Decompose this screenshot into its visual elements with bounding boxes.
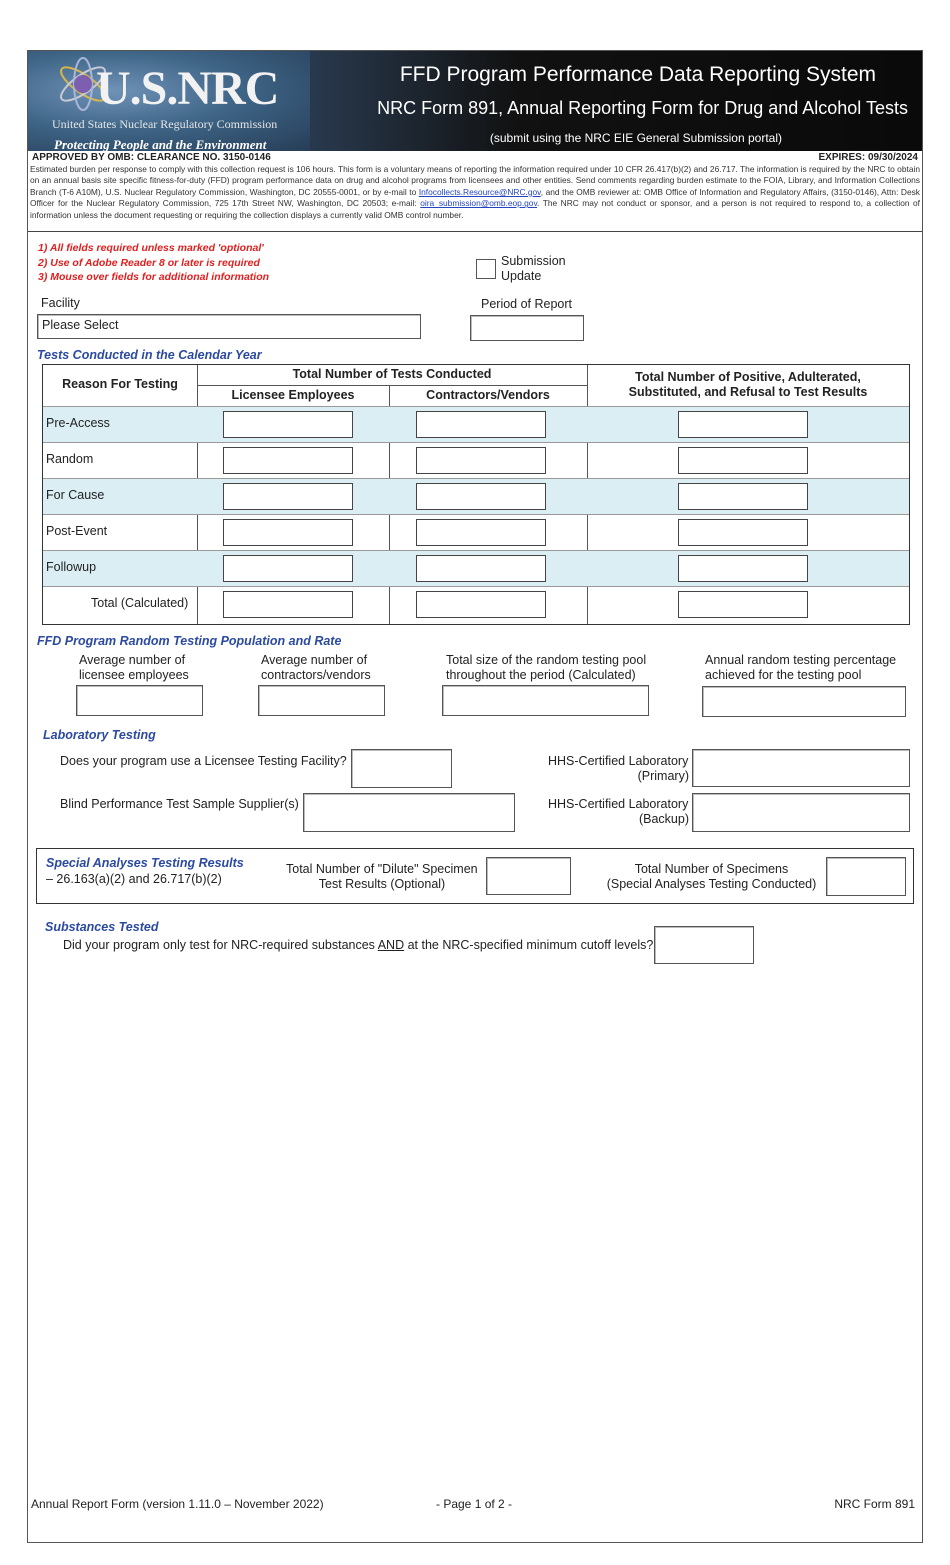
instruction-2: 2) Use of Adobe Reader 8 or later is required [38,257,260,269]
table-row-followup [43,550,909,586]
avg-licensee-label-2: licensee employees [79,668,189,682]
avg-licensee-input[interactable] [76,685,203,716]
pct-input[interactable] [702,686,906,717]
logo-subtitle: United States Nuclear Regulatory Commission [52,117,278,131]
dilute-label-2: Test Results (Optional) [318,877,446,891]
update-label: Update [501,269,542,283]
post-event-licensee-input[interactable] [223,519,353,546]
header-divider [197,385,587,386]
substances-select[interactable] [654,926,754,964]
total-positive-field [678,591,808,618]
submission-update-checkbox[interactable] [476,259,496,279]
contractors-header: Contractors/Vendors [426,388,550,402]
for-cause-licensee-input[interactable] [223,483,353,510]
hhs-primary-label-1: HHS-Certified Laboratory [548,754,689,768]
lab-section-title: Laboratory Testing [43,728,156,742]
licensee-facility-select[interactable] [351,749,452,788]
random-licensee-input[interactable] [223,447,353,474]
substances-question [63,938,653,952]
pct-label-1: Annual random testing percentage [705,653,897,667]
avg-contractors-label-2: contractors/vendors [261,668,371,682]
question-and: AND [377,938,405,952]
reason-header: Reason For Testing [62,377,178,391]
followup-contractors-input[interactable] [416,555,546,582]
row-label: Total (Calculated) [91,596,189,610]
row-label: For Cause [46,488,105,502]
specimens-label-1: Total Number of Specimens [634,862,789,876]
blind-supplier-label: Blind Performance Test Sample Supplier(s) [60,797,299,811]
special-analyses-panel [36,848,914,904]
logo-motto: Protecting People and the Environment [54,137,267,152]
table-row-total [43,586,909,624]
dilute-input[interactable] [486,857,571,895]
hhs-primary-label-2: (Primary) [637,769,689,783]
footer-version: Annual Report Form (version 1.11.0 – November 2022) [31,1497,324,1511]
avg-contractors-input[interactable] [258,685,385,716]
table-row-for-cause [43,478,909,514]
form-title: NRC Form 891, Annual Reporting Form for Drug and Alcohol Tests [377,98,908,118]
burden-text-2: , and the OMB reviewer at: OMB Office of Information and Regulatory Affairs, (3150-0146), Attn: Desk Officer for the Nuclear Regulatory Commission, 725 17th Street NW, Washington, DC 20503; e-mail: [30,186,920,209]
pool-label-2: throughout the period (Calculated) [446,668,636,682]
row-label: Random [46,452,94,466]
nrc-logo [28,51,310,151]
for-cause-contractors-input[interactable] [416,483,546,510]
submit-note: (submit using the NRC EIE General Submission portal) [489,131,782,145]
followup-licensee-input[interactable] [223,555,353,582]
licensee-facility-label: Does your program use a Licensee Testing Facility? [60,754,347,768]
omb-expiration: EXPIRES: 09/30/2024 [818,152,918,163]
avg-licensee-label-1: Average number of [79,653,186,667]
omb-approval: APPROVED BY OMB: CLEARANCE NO. 3150-0146 [32,152,271,163]
row-label: Followup [46,560,97,574]
total-tests-header: Total Number of Tests Conducted [292,367,492,381]
system-title: FFD Program Performance Data Reporting System [399,63,876,86]
pre-access-licensee-input[interactable] [223,411,353,438]
special-section-title: Special Analyses Testing Results [46,856,244,870]
table-row-pre-access [43,406,909,442]
burden-text-3: . The NRC may not conduct or sponsor, and a person is not required to respond to, a collection of information unless the document requesting or requiring the collection displays a currently valid OMB control number. [30,198,920,220]
post-event-positive-input[interactable] [678,519,808,546]
dilute-label-1: Total Number of "Dilute" Specimen [286,862,478,876]
post-event-contractors-input[interactable] [416,519,546,546]
facility-select[interactable]: Please Select [37,314,421,339]
blind-supplier-select[interactable] [303,793,515,832]
hhs-primary-select[interactable] [692,749,910,787]
special-citation: – 26.163(a)(2) and 26.717(b)(2) [46,872,222,886]
table-row-post-event [43,514,909,550]
tests-section-title: Tests Conducted in the Calendar Year [37,348,262,362]
for-cause-positive-input[interactable] [678,483,808,510]
table-row-random [43,442,909,478]
form-page [27,50,923,1543]
burden-statement [30,164,920,221]
hhs-backup-select[interactable] [692,793,910,832]
row-label: Pre-Access [46,416,110,430]
avg-contractors-label-1: Average number of [261,653,368,667]
total-licensee-field [223,591,353,618]
burden-text-1: Estimated burden per response to comply with this collection request is 106 hours. This form is a voluntary means of reporting the information required under 10 CFR 26.417(b)(2) and 26.717. The information is required by the NRC to obtain on an annual basis site specific fitness-for-duty (FFD) program performance data on drug and alcohol programs from licensees and other entities. Send comments regarding burden estimate to the FOIA, Library, and Information Collections Branch (T-6 A10M), U.S. Nuclear Regulatory Commission, Washington, DC 20555-0001, or by e-mail to [30,164,920,197]
period-input[interactable] [470,315,584,341]
footer-page: - Page 1 of 2 - [436,1497,513,1511]
pre-access-positive-input[interactable] [678,411,808,438]
random-section-title: FFD Program Random Testing Population and Rate [37,634,342,648]
question-text-1: Did your program only test for NRC-required substances [63,938,378,952]
pct-label-2: achieved for the testing pool [705,668,862,682]
oira-email-link[interactable]: oira_submission@omb.eop.gov [420,198,538,209]
header-banner [28,51,922,151]
random-positive-input[interactable] [678,447,808,474]
hhs-backup-label-2: (Backup) [638,812,689,826]
specimens-label-2: (Special Analyses Testing Conducted) [606,877,817,891]
logo-text: U.S.NRC [96,62,279,115]
positive-header-2: Substituted, and Refusal to Test Results [628,385,868,399]
substances-section-title: Substances Tested [45,920,159,934]
footer-form: NRC Form 891 [834,1497,915,1511]
submission-label: Submission [501,254,566,268]
licensee-header: Licensee Employees [231,388,355,402]
pool-size-field [442,685,649,716]
question-text-2: at the NRC-specified minimum cutoff levels? [404,938,654,952]
instruction-3: 3) Mouse over fields for additional information [38,271,270,283]
followup-positive-input[interactable] [678,555,808,582]
tests-table [42,364,910,625]
divider [28,231,922,232]
row-label: Post-Event [46,524,108,538]
pool-label-1: Total size of the random testing pool [446,653,647,667]
positive-header-1: Total Number of Positive, Adulterated, [635,370,861,384]
random-contractors-input[interactable] [416,447,546,474]
specimens-input[interactable] [826,857,906,896]
instruction-1: 1) All fields required unless marked 'optional' [38,242,264,254]
facility-label: Facility [41,296,80,310]
pre-access-contractors-input[interactable] [416,411,546,438]
period-label: Period of Report [481,297,573,311]
total-contractors-field [416,591,546,618]
hhs-backup-label-1: HHS-Certified Laboratory [548,797,689,811]
infocollects-email-link[interactable]: Infocollects.Resource@NRC.gov [418,186,541,197]
